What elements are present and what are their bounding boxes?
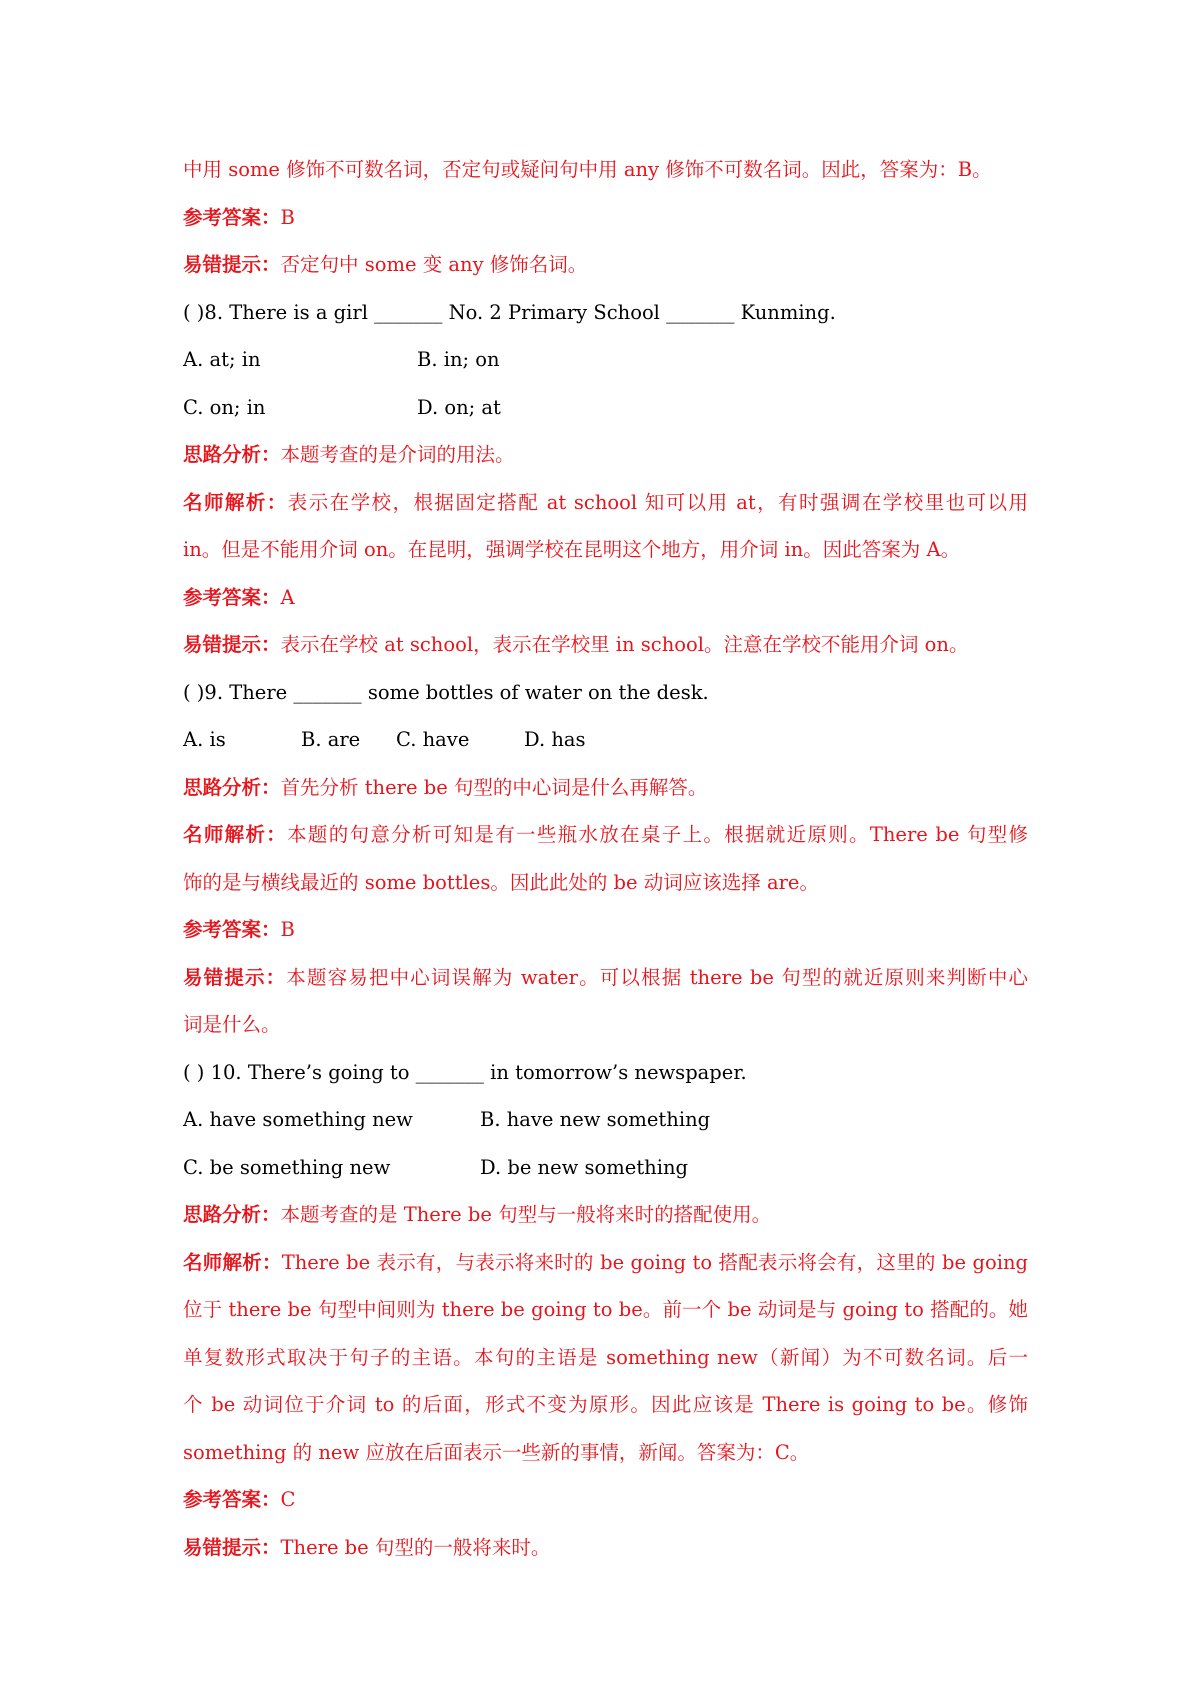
tip-line <box>183 954 1028 1002</box>
analysis-line: something 的 new 应放在后面表示一些新的事情，新闻。答案为：C。 <box>183 1440 810 1464</box>
tip-label: 易错提示： <box>183 1535 281 1559</box>
analysis-line <box>183 479 1028 527</box>
option-d: D. has <box>524 728 586 751</box>
answer-label: 参考答案： <box>183 205 281 229</box>
analysis-line: 个 be 动词位于介词 to 的后面，形式不变为原形。因此应该是 There is going to be。修饰 <box>183 1393 1028 1416</box>
answer-line <box>183 194 1028 242</box>
analysis-text: There be 表示有，与表示将来时的 be going to 搭配表示将会有，这里的 be going <box>281 1250 1028 1274</box>
tip-line <box>183 621 1028 669</box>
tip-label: 易错提示： <box>183 253 281 276</box>
answer-line <box>183 574 1028 622</box>
analysis-line: in。但是不能用介词 on。在昆明，强调学校在昆明这个地方，用介词 in。因此答案为 A。 <box>183 538 961 561</box>
answer-value: C <box>280 1488 296 1511</box>
question-9-stem: ( )9. There _______ some bottles of water on the desk. <box>183 680 709 704</box>
idea-label: 思路分析： <box>183 1203 281 1226</box>
idea-label: 思路分析： <box>183 443 281 466</box>
option-c: C. be something new <box>183 1155 391 1179</box>
analysis-text: 本题的句意分析可知是有一些瓶水放在桌子上。根据就近原则。There be 句型修 <box>287 823 1028 846</box>
analysis-line <box>183 811 1028 859</box>
analysis-line: 饰的是与横线最近的 some bottles。因此此处的 be 动词应该选择 are。 <box>183 870 819 894</box>
analysis-line <box>183 1239 1028 1287</box>
option-d: D. be new something <box>480 1155 688 1179</box>
tip-text: There be 句型的一般将来时。 <box>280 1535 551 1559</box>
tip-text: 表示在学校 at school，表示在学校里 in school。注意在学校不能用介词 on。 <box>280 633 969 656</box>
answer-label: 参考答案： <box>183 585 281 609</box>
analysis-line: 单复数形式取决于句子的主语。本句的主语是 something new（新闻）为不可数名词。后一 <box>183 1345 1028 1369</box>
analysis-continuation: 中用 some 修饰不可数名词，否定句或疑问句中用 any 修饰不可数名词。因此，答案为：B。 <box>183 158 992 181</box>
option-a: A. at; in <box>183 348 261 371</box>
analysis-label: 名师解析： <box>183 823 288 846</box>
answer-label: 参考答案： <box>183 1488 281 1511</box>
question-10-options-row-2 <box>183 1144 1028 1192</box>
tip-line <box>183 1524 1028 1572</box>
option-c: C. on; in <box>183 395 266 419</box>
question-8-stem: ( )8. There is a girl _______ No. 2 Primary School _______ Kunming. <box>183 300 836 324</box>
idea-line <box>183 431 1028 479</box>
idea-label: 思路分析： <box>183 775 281 799</box>
answer-line <box>183 906 1028 954</box>
analysis-line: 位于 there be 句型中间则为 there be going to be。前一个 be 动词是与 going to 搭配的。她 <box>183 1298 1028 1321</box>
document-page <box>183 146 1028 1571</box>
question-8-options-row-2 <box>183 384 1028 432</box>
analysis-text: 表示在学校，根据固定搭配 at school 知可以用 at，有时强调在学校里也可以用 <box>287 490 1028 514</box>
option-a: A. have something new <box>183 1108 413 1131</box>
option-c: C. have <box>396 728 470 751</box>
tip-label: 易错提示： <box>183 633 281 656</box>
analysis-label: 名师解析： <box>183 490 288 514</box>
option-b: B. are <box>301 728 361 751</box>
tip-text: 否定句中 some 变 any 修饰名词。 <box>280 253 588 276</box>
option-b: B. have new something <box>480 1108 711 1131</box>
idea-line <box>183 1191 1028 1239</box>
answer-value: B <box>280 918 295 941</box>
tip-text: 本题容易把中心词误解为 water。可以根据 there be 句型的就近原则来判断中心 <box>286 965 1028 989</box>
answer-value: B <box>280 205 295 229</box>
answer-label: 参考答案： <box>183 918 281 941</box>
idea-text: 首先分析 there be 句型的中心词是什么再解答。 <box>280 775 708 799</box>
question-8-options-row-1 <box>183 336 1028 384</box>
analysis-label: 名师解析： <box>183 1250 282 1274</box>
idea-text: 本题考查的是介词的用法。 <box>280 443 515 466</box>
question-10-stem: ( ) 10. There’s going to _______ in tomorrow’s newspaper. <box>183 1060 747 1084</box>
tip-line <box>183 241 1028 289</box>
question-10-options-row-1 <box>183 1096 1028 1144</box>
option-a: A. is <box>183 728 226 751</box>
option-d: D. on; at <box>417 395 501 419</box>
tip-line: 词是什么。 <box>183 1013 281 1036</box>
answer-line <box>183 1476 1028 1524</box>
answer-value: A <box>280 585 295 609</box>
idea-text: 本题考查的是 There be 句型与一般将来时的搭配使用。 <box>280 1203 772 1226</box>
question-9-options <box>183 716 1028 764</box>
idea-line <box>183 764 1028 812</box>
tip-label: 易错提示： <box>183 965 287 989</box>
option-b: B. in; on <box>417 348 500 371</box>
